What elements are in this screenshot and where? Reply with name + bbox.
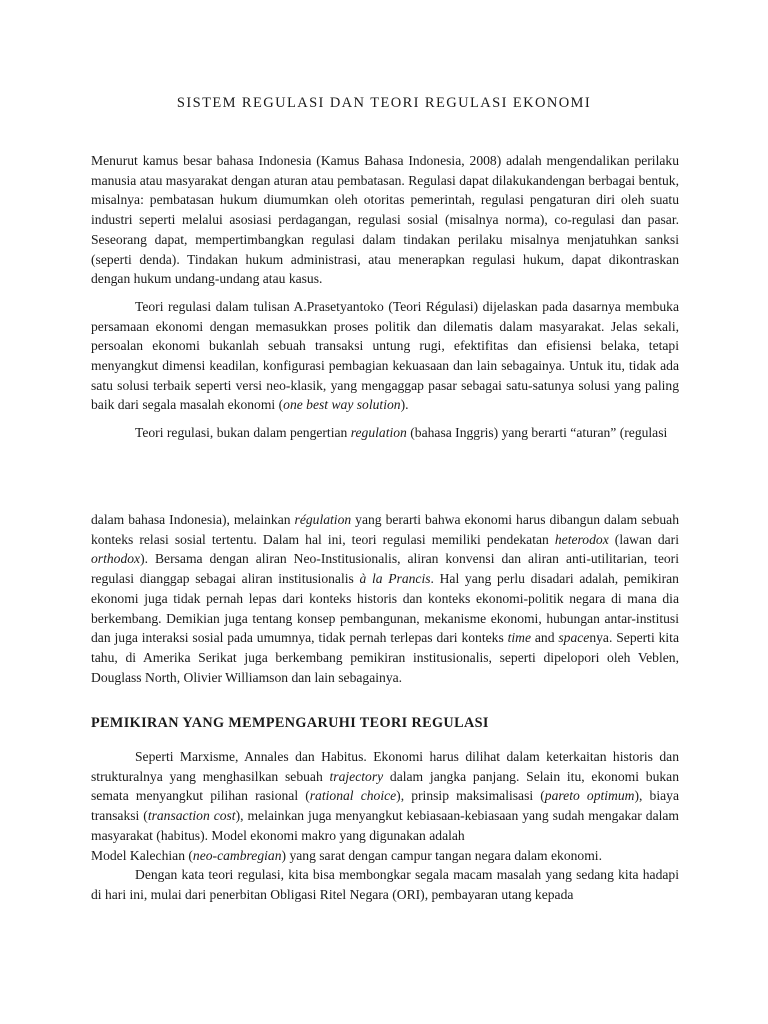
section-heading-influences: PEMIKIRAN YANG MEMPENGARUHI TEORI REGULASI [91, 715, 489, 731]
section-influences [91, 747, 679, 905]
document-title: SISTEM REGULASI DAN TEORI REGULASI EKONOMI [176, 95, 592, 111]
paragraph-definition: Menurut kamus besar bahasa Indonesia (Kamus Bahasa Indonesia, 2008) adalah mengendalikan perilaku manusia atau masyarakat dengan aturan atau pembatasan. Regulasi dapat dilakukandengan berbagai bentuk, misalnya: pembatasan hukum diumumkan oleh otoritas pemerintah, regulasi pengaturan diri oleh suatu industri seperti melalui asosiasi perdagangan, regulasi sosial (misalnya norma), co-regulasi dan pasar. Seseorang dapat, mempertimbangkan regulasi dalam tindakan perilaku misalnya menjatuhkan sanksi (seperti denda). Tindakan hukum administrasi, atau menerapkan regulasi hukum, dapat dikontraskan dengan hukum undang-undang atau kasus. [91, 153, 679, 287]
paragraph-regulation-theory-usage: Dengan kata teori regulasi, kita bisa membongkar segala macam masalah yang sedang kita hadapi di hari ini, mulai dari penerbitan Obligasi Ritel Negara (ORI), pembayaran utang kepada [91, 867, 679, 902]
paragraph-kalechian-model: Model Kalechian (neo-cambregian) yang sarat dengan campur tangan negara dalam ekonomi. [91, 847, 602, 863]
section-regulation-context [91, 510, 679, 687]
paragraph-regulation-context: dalam bahasa Indonesia), melainkan régulation yang berarti bahwa ekonomi harus dibangun dalam sebuah konteks relasi sosial tertentu. Dalam hal ini, teori regulasi memiliki pendekatan heterodox (lawan dari orthodox). Bersama dengan aliran Neo-Institusionalis, aliran konvensi dan aliran anti-utilitarian, teori regulasi dianggap sebagai aliran institusionalis à la Prancis. Hal yang perlu disadari adalah, pemikiran ekonomi juga tidak pernah lepas dari konteks historis dan konteks ekonomi-politik negara di mana dia berkembang. Demikian juga tentang konsep pembangunan, mekanisme ekonomi, hubungan antar-institusi dan juga interaksi sosial pada umumnya, tidak pernah terlepas dari konteks time and spacenya. Seperti kita tahu, di Amerika Serikat juga berkembang pemikiran institusionalis, seperti dipelopori oleh Veblen, Douglass North, Olivier Williamson dan lain sebagainya. [91, 512, 679, 685]
paragraph-influences: Seperti Marxisme, Annales dan Habitus. Ekonomi harus dilihat dalam keterkaitan historis dan strukturalnya yang menghasilkan sebuah trajectory dalam jangka panjang. Selain itu, ekonomi bukan semata menyangkut pilihan rasional (rational choice), prinsip maksimalisasi (pareto optimum), biaya transaksi (transaction cost), melainkan juga menyangkut kebiasaan-kebiasaan yang sudah mengakar dalam masyarakat (habitus). Model ekonomi makro yang digunakan adalah [91, 749, 680, 843]
paragraph-regulation-meaning: Teori regulasi, bukan dalam pengertian regulation (bahasa Inggris) yang berarti “aturan” (regulasi [135, 425, 668, 441]
section-intro [91, 151, 679, 443]
paragraph-prasetyantoko: Teori regulasi dalam tulisan A.Prasetyantoko (Teori Régulasi) dijelaskan pada dasarnya membuka persamaan ekonomi dengan memasukkan proses politik dan dilematis dalam masyarakat. Jelas sekali, persoalan ekonomi bukanlah sebuah transaksi untung rugi, efektifitas dan efisiensi belaka, tetapi menyangkut dimensi keadilan, konfigurasi pembagian kekuasaan dan lain sebagainya. Untuk itu, tidak ada satu solusi terbaik seperti versi neo-klasik, yang mengaggap pasar sebagai satu-satunya solusi yang paling baik dari segala masalah ekonomi (one best way solution). [91, 298, 679, 413]
